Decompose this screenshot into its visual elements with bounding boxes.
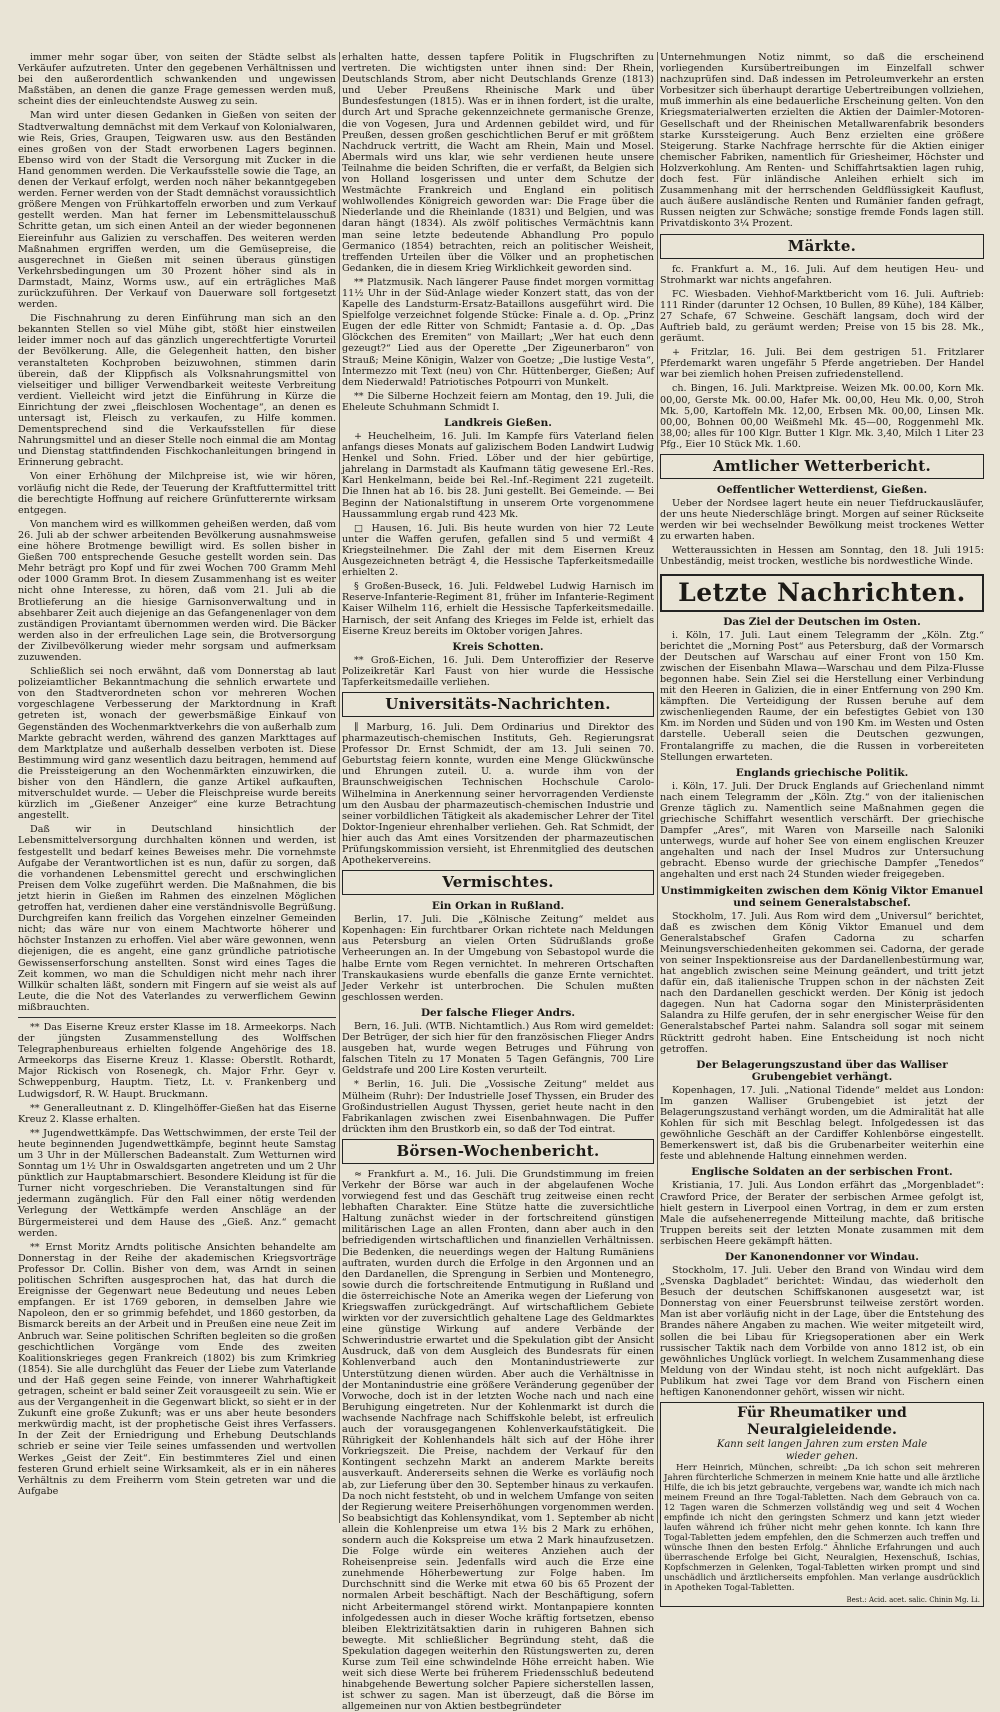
divider-rule: [18, 1017, 336, 1018]
article-paragraph: ** Platzmusik. Nach längerer Pause findet morgen vormittag 11½ Uhr in der Süd-Anlage wieder Konzert statt, das von der Kapelle des Landsturm-Ersatz-Bataillons ausgeführt wird. Die Spielfolge verzeichnet folgende Stücke: Finale a. d. Op. „Prinz Eugen der edle Ritter von Schmidt; Fantasie a. d. Op. „Das Glöckchen des Eremiten“ von Maillart; „Wer hat euch denn gezeugt?“ Lied aus der Operette „Der Zigeunerbaron“ von Strauß; Meine Königin, Walzer von Goetze; „Die lustige Vesta“, Intermezzo mit Text (neu) von Chr. Hüttenberger, Gießen; Auf dem Niederwald! Patriotisches Potpourri von Munkelt.: [342, 276, 654, 388]
article-paragraph: Bern, 16. Juli. (WTB. Nichtamtlich.) Aus Rom wird gemeldet: Der Betrüger, der sich hier für den französischen Flieger Andrs ausgeben hat, wurde wegen Betruges und Führung von falschen Titeln zu 17 Monaten 5 Tagen Gefängnis, 700 Lire Geldstrafe und 200 Lire Kosten verurteilt.: [342, 1020, 654, 1077]
article-paragraph: Daß wir in Deutschland hinsichtlich der Lebensmittelversorgung durchhalten können und werden, ist festgestellt und bedarf keines Beweises mehr. Die vornehmste Aufgabe der Verantwortlichen ist es nun, dafür zu sorgen, daß die vorhandenen Lebensmittel gerecht und erschwinglichen Preisen dem Volke zugeführt werden. Die Maßnahmen, die bis jetzt hierin in Gießen im Rahmen des einzelnen Möglichen getroffen hat, verdienen daher eine verständnisvolle Begrüßung. Durchgreifen kann freilich das Vorgehen einzelner Gemeinden nicht; das wäre nur von einem Machtworte höherer und höchster Instanzen zu erhoffen. Viel aber wäre gewonnen, wenn diejenigen, die es angeht, eine ganz gründliche patriotische Gewissenserforschung anstellten. Sonst wird eines Tages die Zeit kommen, wo man die Schuldigen nicht mehr nach ihrer Willkür schalten läßt, sondern mit Fingern auf sie weist als auf Leute, die die Not des Vaterlandes zu verwerflichem Gewinn mißbrauchten.: [18, 824, 336, 1013]
section-title: Universitäts-Nachrichten.: [385, 694, 611, 713]
ad-text: Herr Heinrich, München, schreibt: „Da ich schon seit mehreren Jahren fürchterliche Schmerzen in meinem Knie hatte und alle ärztliche Hilfe, die ich bis jetzt gebrauchte, vergebens war, wandte ich mich nach meinem Freund an Ihre Togal-Tabletten. Nach dem Gebrauch von ca. 12 Tagen waren die Schmerzen vollständig weg und seit 4 Wochen empfinde ich nicht den geringsten Schmerz und kann jetzt wieder laufen während ich früher nicht mehr gehen konnte. Ich kann Ihre Togal-Tabletten jedem empfehlen, den die Schmerzen auch treffen und wünsche Ihnen den besten Erfolg.“ Ähnliche Erfahrungen und auch überraschende Erfolge bei Gicht, Neuralgien, Hexenschuß, Ischias, Kopfschmerzen in Gelenken, Togal-Tabletten wirken prompt und sind unschädlich und ärztlicherseits empfohlen. Man verlange ausdrücklich in Apotheken Togal-Tabletten.: [664, 1463, 980, 1594]
article-paragraph: ** Die Silberne Hochzeit feiern am Montag, den 19. Juli, die Eheleute Schuhmann Schmidt I.: [342, 390, 654, 413]
article-paragraph: erhalten hatte, dessen tapfere Politik in Flugschriften zu vertreten. Die wichtigsten unter ihnen sind: Der Rhein, Deutschlands Strom, aber nicht Deutschlands Grenze (1813) und Ueber Preußens Rheinische Mark und über Bundesfestungen (1815). Was er in ihnen fordert, ist die uralte, durch Art und Sprache gekennzeichnete germanische Grenze, die von Vogesen, Jura und Ardennen gebildet wird, und für Preußen, dessen großen geschichtlichen Beruf er mit größtem Nachdruck vertritt, die Wacht am Rhein, Main und Mosel. Abermals wird uns klar, wie sehr verdienen heute unsere Teilnahme die beiden Schriften, die er verfaßt, da Belgien sich von Holland losgerissen und unter dem Schutze der Westmächte Frankreich und England ein politisch wohlwollendes Königreich geworden war: Die Frage über die Niederlande und die Rheinlande (1831) und Belgien, und was daran hängt (1834). Als zwölf politisches Vermächtnis kann man seine letzte bedeutende Abhandlung Pro populo Germanico (1854) betrachten, reich an politischer Weisheit, treffenden Urteilen über die Völker und an prophetischen Gedanken, die in diesem Krieg Wirklichkeit geworden sind.: [342, 52, 654, 274]
article-paragraph: Kristiania, 17. Juli. Aus London erfährt das „Morgenbladet“: Crawford Price, der Berater der serbischen Armee gefolgt ist, hielt gestern in Liverpool einen Vortrag, in dem er zum ersten Male die aufsehenerregende Mitteilung machte, daß britische Truppen bereits seit der letzten Monate zusammen mit dem serbischen Heere gekämpft hätten.: [660, 1180, 984, 1247]
column-left: [18, 52, 336, 1527]
article-paragraph: Von manchem wird es willkommen geheißen werden, daß vom 26. Juli ab der schwer arbeitenden Bevölkerung ausnahmsweise eine höhere Brotmenge bewilligt wird. Es sollen bisher in Gießen 700 entsprechende Gesuche gestellt worden sein. Das Mehr beträgt pro Kopf und für zwei Wochen 700 Gramm Mehl oder 1000 Gramm Brot. In diesem Zusammenhang ist es weiter nicht ohne Interesse, zu hören, daß vom 21. Juli ab die Brotlieferung an die hiesige Garnisonverwaltung und in absehbarer Zeit auch diejenige an das Gefangenenlager von dem zuständigen Proviantamt übernommen werden wird. Die Bäcker werden also in der erfreulichen Lage sein, die Brotversorgung der Zivilbevölkerung wieder mehr sorgsam und aufmerksam zuzuwenden.: [18, 518, 336, 663]
section-heading: Landkreis Gießen.: [444, 417, 552, 429]
advertisement-togal: [660, 1402, 984, 1607]
section-heading: Oeffentlicher Wetterdienst, Gießen.: [716, 484, 928, 496]
article-paragraph: ∥ Marburg, 16. Juli. Dem Ordinarius und Direktor des pharmazeutisch-chemischen Instituts, Geh. Regierungsrat Professor Dr. Ernst Schmidt, der am 13. Juli seinen 70. Geburtstag feiern konnte, wurden eine Menge Glückwünsche und Ehrungen zuteil. U. a. wurde ihm von der Braunschweigischen Technischen Hochschule Carolo-Wilhelmina in Anerkennung seiner hervorragenden Verdienste um den Ausbau der pharmazeutisch-chemischen Industrie und seiner vorbildlichen Tätigkeit als akademischer Lehrer der Titel Doktor-Ingenieur ehrenhalber verliehen. Geh. Rat Schmidt, der hier auch das Amt eines Vorsitzenden der pharmazeutischen Prüfungskommission versieht, ist Ehrenmitglied des deutschen Apothekervereins.: [342, 721, 654, 867]
article-paragraph: i. Köln, 17. Juli. Der Druck Englands auf Griechenland nimmt nach einem Telegramm der „Köln. Ztg.“ von der italienischen Grenze täglich zu. Namentlich seine Maßnahmen gegen die griechische Schiffahrt wesentlich verschärft. Der griechische Dampfer „Ares“, mit Waren von Marseille nach Saloniki unterwegs, wurde auf hoher See von einem englischen Kreuzer angehalten und nach der Insel Mudros zur Untersuchung gebracht. Ebenso wurde der griechische Dampfer „Tenedos“ angehalten und erst nach 24 Stunden wieder freigegeben.: [660, 780, 984, 881]
section-heading: Englische Soldaten an der serbischen Front.: [691, 1166, 953, 1179]
article-paragraph: FC. Wiesbaden. Viehhof-Marktbericht vom 16. Juli. Auftrieb: 111 Rinder (darunter 12 Ochsen, 10 Bullen, 89 Kühe), 184 Kälber, 27 Schafe, 67 Schweine. Geschäft langsam, doch wird der Auftrieb bald, zu geräumt werden; Preise von 15 bis 28. Mk., geräumt.: [660, 288, 984, 345]
article-paragraph: ** Jugendwettkämpfe. Das Wettschwimmen, der erste Teil der heute beginnenden Jugendwettkämpfe, beginnt heute Samstag um 3 Uhr in der Müllerschen Badeanstalt. Zum Wetturnen wird Sonntag um 1½ Uhr in Oswaldsgarten angetreten und um 2 Uhr pünktlich zur Hauptabmarschiert. Besondere Kleidung ist für die Turner nicht vorgeschrieben. Die Veranstaltungen sind für jedermann zugänglich. Für den Fall einer nötig werdenden Verlegung der Wettkämpfe werden Anschläge an der Bürgermeisterei und dem Hause des „Gieß. Anz.“ gemacht werden.: [18, 1127, 336, 1239]
section-heading: Ein Orkan in Rußland.: [431, 900, 565, 913]
section-heading: Englands griechische Politik.: [735, 766, 909, 779]
ad-title: Für Rheumatiker und Neuralgieleidende.: [737, 1405, 907, 1439]
section-title: Märkte.: [787, 236, 857, 255]
section-heading: Der Belagerungszustand über das Walliser Grubengebiet verhängt.: [696, 1058, 948, 1083]
section-box-heading: [660, 454, 984, 479]
section-box-heading: [342, 1139, 654, 1164]
article-paragraph: ≈ Frankfurt a. M., 16. Juli. Die Grundstimmung im freien Verkehr der Börse war auch in der abgelaufenen Woche vorwiegend fest und das Geschäft trug zeitweise einen recht lebhaften Charakter. Eine Stütze hatte die zuversichtliche Haltung zunächst wieder in der fortschreitend günstigen militärischen Lage an allen Fronten, dann aber auch in den befriedigenden wirtschaftlichen und finanziellen Verhältnissen. Die Bedenken, die neuerdings wegen der Haltung Rumäniens auftraten, wurden durch die Erfolge in den Argonnen und an den Dardanellen, die Sprengung in Serbien und Montenegro, sowie durch die fortschreitende Entmutigung in Rußland und die österreichische Note an Amerika wegen der Lieferung von Kriegswaffen zurückgedrängt. Auf wirtschaftlichem Gebiete wirkten vor der zuversichtlich gehaltene Lage des Geldmarktes eine günstige Wirkung auf andere Verbände der Schwerindustrie erwartet und die Spekulation gibt der Ansicht Ausdruck, daß von dem Ausgleich des Bundesrats für einen Kohlenverband auch den Montanindustriewerte zur Unterstützung dienen würden. Aber auch die Verhältnisse in der Montanindustrie eine größere Veränderung gegenüber der Vorwoche, doch ist in der letzten Woche nach und nach eine Beruhigung eingetreten. Nur der Kohlenmarkt ist durch die wachsende Nachfrage nach Schiffskohle belebt, ist erfreulich auch der vorausgegangenen Kohlenverkaufstätigkeit. Die Rührigkeit der Kohlenhandels hält sich auf der Höhe ihrer Vorkriegszeit. Die Preise, nachdem der Verkauf für den Kontingent sechzehn Markt an anderem Markte bereits ausverkauft. Andererseits sehnen die Werke es vorläufig noch ab, zur Lieferung über den 30. September hinaus zu verkaufen. Da noch nicht feststeht, ob und in welchem Umfange von seiten der Regierung weitere Preiserhöhungen vorgenommen werden. So beabsichtigt das Kohlensyndikat, vom 1. September ab nicht allein die Kohlenpreise um etwa 1½ bis 2 Mark zu erhöhen, sondern auch die Kokspreise um etwa 2 Mark hinaufzusetzen. Die Folge würde ein weiteres Anziehen auch der Roheisenpreise sein. Jedenfalls wird auch die Erze eine zunehmende Höherbewertung zur Folge haben. Im Durchschnitt sind die Werke mit etwa 60 bis 65 Prozent der normalen Arbeit beschäftigt. Nach der Beschäftigung, sofern nicht Arbeitermangel störend wirkt. Montanpapiere konnten infolgedessen auch in dieser Woche kräftig fortsetzen, ebenso bleiben Elektrizitätsaktien darin in ruhigeren Bahnen sich bewegte. Mit schließlicher Begründung steht, daß die Spekulation dagegen weiterhin den Rüstungswerten zu, deren Kurse zum Teil eine schwindelnde Höhe erreicht haben. Wie weit sich diese Werte bei früherem Friedensschluß bedeutend hinabgehende Bewertung solcher Papiere sicherstellen lassen, ist schwer zu sagen. Man ist überzeugt, daß die Börse im allgemeinen nur von Aktien bestbegründeter: [342, 1168, 654, 1712]
headline-letzte-nachrichten: Letzte Nachrichten.: [660, 574, 984, 612]
article-paragraph: immer mehr sogar über, von seiten der Städte selbst als Verkäufer aufzutreten. Unter den gegebenen Verhältnissen und bei den außerordentlich schwankenden und ungewissen Maßstäben, an denen die ganze Frage gemessen werden muß, scheint dies der einleuchtendste Ausweg zu sein.: [18, 52, 336, 108]
article-paragraph: * Berlin, 16. Juli. Die „Vossische Zeitung“ meldet aus Mülheim (Ruhr): Der Industrielle Josef Thyssen, ein Bruder des Großindustriellen August Thyssen, geriet heute nacht in den Fabrikanlagen zwischen zwei Eisenbahnwagen. Die Puffer drückten ihm den Brustkorb ein, so daß der Tod eintrat.: [342, 1079, 654, 1135]
section-heading: Das Ziel der Deutschen im Osten.: [723, 615, 921, 628]
section-heading: Der Kanonendonner vor Windau.: [725, 1250, 919, 1263]
article-paragraph: Wetteraussichten in Hessen am Sonntag, den 18. Juli 1915: Unbeständig, meist trocken, westliche bis nordwestliche Winde.: [660, 545, 984, 568]
section-title: Vermischtes.: [442, 873, 554, 892]
column-middle: [342, 52, 654, 1712]
column-right: [660, 52, 984, 1605]
article-paragraph: Unternehmungen Notiz nimmt, so daß die erscheinend vorliegenden Kursübertreibungen im Einzelfall schwer nachzuprüfen sind. Daß indessen im Petroleumverkehr an ersten Vorbesitzer sich überhaupt derartige Uebertreibungen vollziehen, muß immerhin als eine bedauerliche Erscheinung gelten. Von den Kriegsmaterialwerten erzielten die Aktien der Daimler-Motoren-Gesellschaft und der Rheinischen Metallwarenfabrik besonders starke Kurssteigerung. Auch Benz erzielten eine größere Steigerung. Starke Nachfrage herrschte für die Aktien einiger chemischer Fabriken, namentlich für Griesheimer, Höchster und Holzverkohlung. Am Renten- und Schiffahrtsaktien lagen ruhig, doch fest. Für inländische Anleihen erhielt sich im Zusammenhang mit der herrschenden Geldflüssigkeit Kauflust, auch äußere ausländische Renten und Rumänier fanden gefragt, Russen neigten zur Schwäche; sonstige fremde Fonds lagen still. Privatdiskonto 3¼ Prozent.: [660, 52, 984, 230]
article-paragraph: ** Generalleutnant z. D. Klingelhöffer-Gießen hat das Eiserne Kreuz 2. Klasse erhalten.: [18, 1102, 336, 1125]
article-paragraph: Berlin, 17. Juli. Die „Kölnische Zeitung“ meldet aus Kopenhagen: Ein furchtbarer Orkan richtete nach Meldungen aus Petersburg an vielen Orten Südrußlands große Verheerungen an. In der Umgebung von Sebastopol wurde die halbe Ernte vom Regen vernichtet. In mehreren Ortschaften Transkaukasiens wurde ebenfalls die ganze Ernte vernichtet. Jeder Verkehr ist unterbrochen. Die Schulen mußten geschlossen werden.: [342, 914, 654, 1003]
column-rule: [657, 52, 658, 1523]
article-paragraph: Kopenhagen, 17. Juli. „National Tidende“ meldet aus London: Im ganzen Walliser Grubengebiet ist jetzt der Belagerungszustand verhängt worden, um die Admiralität hat alle Kohlen für sich mit Beschlag belegt. Infolgedessen ist das gewöhnliche Geschäft an der Cardiffer Kohlenbörse eingestellt. Bemerkenswert ist, daß bis die Grubenarbeiter weiterhin eine feste und ablehnende Haltung einnehmen werden.: [660, 1084, 984, 1163]
ad-subtitle: wieder gehen.: [785, 1451, 859, 1463]
ad-subtitle: Kann seit langen Jahren zum ersten Male: [716, 1439, 928, 1451]
article-paragraph: § Großen-Buseck, 16. Juli. Feldwebel Ludwig Harnisch im Reserve-Infanterie-Regiment 81, früher im Infanterie-Regiment Kaiser Wilhelm 116, erhielt die Hessische Tapferkeitsmedaille. Harnisch, der seit Anfang des Krieges im Felde ist, erhielt das Eiserne Kreuz bereits im Oktober vorigen Jahres.: [342, 581, 654, 637]
section-box-heading: [660, 234, 984, 259]
article-paragraph: ** Das Eiserne Kreuz erster Klasse im 18. Armeekorps. Nach der jüngsten Zusammenstellung des Wolffschen Telegraphenbureaus erhielten folgende Angehörige des 18. Armeekorps das Eiserne Kreuz 1. Klasse: Oberstlt. Rothardt, Major Rickisch von Rosenegk, ch. Major Frhr. Geyr v. Schweppenburg, Hauptm. Tietz, Lt. v. Frankenberg und Ludwigsdorf, R. W. Haupt. Bruckmann.: [18, 1021, 336, 1100]
article-paragraph: + Fritzlar, 16. Juli. Bei dem gestrigen 51. Fritzlarer Pferdemarkt waren ungefähr 5 Pferde angetrieben. Der Handel war bei ziemlich hohen Preisen zufriedenstellend.: [660, 347, 984, 381]
section-heading: Der falsche Flieger Andrs.: [420, 1006, 576, 1019]
section-box-heading: [342, 870, 654, 895]
article-paragraph: Stockholm, 17. Juli. Aus Rom wird dem „Universul“ berichtet, daß es zwischen dem König Viktor Emanuel und dem Generalstabschef Grafen Cadorna zu scharfen Meinungsverschiedenheiten gekommen sei. Cadorna, der gerade von seiner Inspektionsreise aus der Dardanellenbestürmung war, hat angeblich zwischen seine Meinung geändert, und tritt jetzt dafür ein, daß italienische Truppen schon in der nächsten Zeit nach den Dardanellen geschickt werden. Der König ist jedoch dagegen. Nun hat Cadorna sogar den Ministerpräsidenten Salandra zu Hilfe gerufen, der in sehr energischer Weise für den Generalstabschef Partei nahm. Salandra soll sogar mit seinem Rücktritt gedroht haben. Eine Entscheidung ist noch nicht getroffen.: [660, 910, 984, 1055]
section-heading: Unstimmigkeiten zwischen dem König Viktor Emanuel und seinem Generalstabschef.: [660, 884, 984, 909]
article-paragraph: Von einer Erhöhung der Milchpreise ist, wie wir hören, vorläufig nicht die Rede, der Teuerung der Kraftfuttermittel tritt die berechtigte Hoffnung auf reichere Grünfutterernte wirksam entgegen.: [18, 471, 336, 516]
ad-footnote: Best.: Acid. acet. salic. Chinin Mg. Li.: [846, 1596, 980, 1605]
article-paragraph: Ueber der Nordsee lagert heute ein neuer Tiefdruckausläufer, der uns heute Niederschläge bringt. Morgen auf seiner Rückseite werden wir bei wechselnder Bewölkung meist trockenes Wetter zu erwarten haben.: [660, 498, 984, 543]
section-heading: Kreis Schotten.: [452, 640, 544, 653]
article-paragraph: □ Hausen, 16. Juli. Bis heute wurden von hier 72 Leute unter die Waffen gerufen, gefallen sind 5 und vermißt 4 Kriegsteilnehmer. Die Zahl der mit dem Eisernen Kreuz Ausgezeichneten beträgt 4, die Hessische Tapferkeitsmedaille erhielten 2.: [342, 522, 654, 579]
column-rule: [339, 52, 340, 1523]
article-paragraph: ** Ernst Moritz Arndts politische Ansichten behandelte am Donnerstag in der Reihe der akademischen Kriegsvorträge Professor Dr. Collin. Bisher von dem, was Arndt in seinen politischen Schriften ausgesprochen hat, das hat durch die Ereignisse der Gegenwart neue Bedeutung und neues Leben empfangen. Er ist 1769 geboren, in demselben Jahre wie Napoleon, den er so grimmig befehdet, und 1860 gestorben, da Bismarck bereits an der Arbeit und in Preußen eine neue Zeit im Anbruch war. Seine politischen Schriften begleiten so die großen geschichtlichen Vorgänge vom Ende des zweiten Koalitionskrieges gegen Frankreich (1802) bis zum Krimkrieg (1854). Sie alle durchglüht das Feuer der Liebe zum Vaterlande und der Haß gegen seine Feinde, von innerer Wahrhaftigkeit getragen, scheint er bald seiner Zeit vorausgeeilt zu sein. Wie er aus der Vergangenheit in die Gegenwart blickt, so sieht er in der Zukunft eine große Zukunft; was er uns aber heute besonders merkwürdig macht, ist der prophetische Geist ihres Verfassers. In der Zeit der Erniedrigung und Erhebung Deutschlands schrieb er seine vier Teile seines umfassenden und wertvollen Werkes „Geist der Zeit“. Ein bestimmteres Ziel und einen festeren Grund erhielt seine Wirksamkeit, als er in ein näheres Verhältnis zu dem Freiherrn vom Stein getreten war und die Aufgabe: [18, 1241, 336, 1497]
section-box-heading: [342, 692, 654, 717]
article-paragraph: ch. Bingen, 16. Juli. Marktpreise. Weizen Mk. 00.00, Korn Mk. 00,00, Gerste Mk. 00.00, Hafer Mk. 00,00, Heu Mk. 0,00, Stroh Mk. 5,00, Kartoffeln Mk. 12,00, Erbsen Mk. 00,00, Linsen Mk. 00,00, Bohnen 00,00 Weißmehl Mk. 45—00, Roggenmehl Mk. 38,00; alles für 100 Klgr. Butter 1 Klgr. Mk. 3,40, Milch 1 Liter 23 Pfg., Eier 10 Stück Mk. 1.60.: [660, 383, 984, 450]
article-paragraph: Schließlich sei noch erwähnt, daß vom Donnerstag ab laut polizeiamtlicher Bekanntmachung die sehnlich erwartete und von den Stadtverordneten schon vor mehreren Wochen vorgeschlagene Verbesserung der Marktordnung in Kraft getreten ist, wonach der gewerbsmäßige Einkauf von Gegenständen des Wochenmarktverkehrs die von außerhalb zum Markte gebracht werden, während des ganzen Markttages auf dem Marktplatze und außerhalb desselben verboten ist. Diese Bestimmung wird ganz wesentlich dazu beitragen, hemmend auf die Preissteigerung an den Wochenmärkten einzuwirken, die bisher von den Händlern, die ganze Artikel aufkauften, mitverschuldet wurde. — Ueber die Fleischpreise wurde bereits kürzlich im „Gießener Anzeiger“ eine kurze Betrachtung angestellt.: [18, 666, 336, 822]
article-paragraph: Man wird unter diesen Gedanken in Gießen von seiten der Stadtverwaltung demnächst mit dem Verkauf von Kolonialwaren, wie Reis, Gries, Graupen, Teigwaren usw. aus den Beständen eines großen von der Stadt erworbenen Lagers beginnen. Ebenso wird von der Stadt die Versorgung mit Zucker in die Hand genommen werden. Die Verkaufsstelle sowie die Tage, an denen der Verkauf erfolgt, werden noch näher bekanntgegeben werden. Ferner werden von der Stadt demnächst voraussichtlich größere Mengen von Frühkartoffeln erworben und zum Verkauf gestellt werden. Man hat ferner im Lebensmittelausschuß Schritte getan, um sich einen Anteil an der wieder begonnenen Eiereinfuhr aus Galizien zu verschaffen. Des weiteren werden Maßnahmen ergriffen werden, um die Gemüsepreise, die ausgerechnet in Gießen mit seinen überaus günstigen Verkehrsbedingungen um 30 Prozent höher sind als in Darmstadt, Mainz, Worms usw., auf ein erträgliches Maß zurückzuführen. Der Verkauf von Dauerware soll fortgesetzt werden.: [18, 110, 336, 311]
article-paragraph: ** Groß-Eichen, 16. Juli. Dem Unteroffizier der Reserve Polizeikretär Karl Faust von hier wurde die Hessische Tapferkeitsmedaille verliehen.: [342, 654, 654, 688]
article-paragraph: Stockholm, 17. Juli. Ueber den Brand von Windau wird dem „Svenska Dagbladet“ berichtet: Windau, das wiederholt den Besuch der deutschen Schiffskanonen ausgesetzt war, ist Donnerstag von einer Feuersbrunst teilweise zerstört worden. Man ist aber vorläufig nicht in der Lage, über die Entstehung des Brandes nähere Angaben zu machen. Wie weiter mitgeteilt wird, sollen die bei Libau für Kriegsoperationen aber ein Werk russischer Taktik nach dem Vorbilde von anno 1812 ist, ob ein gewöhnliches Unglück vorliegt. In welchem Zusammenhang diese Meldung von der Windau steht, ist noch nicht aufgeklärt. Das Publikum hat zwei Tage vor dem Brand von Fischern einen heftigen Kanonendonner gehört, wissen wir nicht.: [660, 1264, 984, 1398]
article-paragraph: i. Köln, 17. Juli. Laut einem Telegramm der „Köln. Ztg.“ berichtet die „Morning Post“ aus Petersburg, daß der Vormarsch der Deutschen auf Warschau auf einer Front von 150 Km. zwischen der Eisenbahn Mlawa—Warschau und dem Pilza-Flusse begonnen habe. Sein Ziel sei die Herstellung einer Verbindung mit den Heeren in Galizien, die in einer Entfernung von 290 Km. kämpften. Die Verteidigung der Russen beruhe auf dem zwischenliegenden Raume, der ein befestigtes Gebiet von 130 Km. im Norden und Süden und von 190 Km. im Westen und Osten darstelle. Ueberall seien die Deutschen gezwungen, Frontalangriffe zu machen, die die Russen in vorbereiteten Stellungen erwarteten.: [660, 629, 984, 763]
section-title: Amtlicher Wetterbericht.: [712, 457, 932, 475]
article-paragraph: + Heuchelheim, 16. Juli. Im Kampfe fürs Vaterland fielen anfangs dieses Monats auf galizischem Boden Landwirt Ludwig Henkel und Sohn. Fried. Löber und der hier gebürtige, jahrelang in Darmstadt als Kaufmann tätig gewesene Erl.-Res. Karl Henkelmann, beide bei Rel.-Inf.-Regiment 221 zugeteilt. Die Ihnen hat ab 16. bis 28. Juni gestellt. Bei Gemeinde. — Bei Beginn der Nationalstiftung in unserem Orte vorgenommene Haussammlung ergab rund 423 Mk.: [342, 431, 654, 520]
article-paragraph: Die Fischnahrung zu deren Einführung man sich an den bekannten Stellen so viel Mühe gibt, stößt hier einstweilen leider immer noch auf das gänzlich ungerechtfertigte Vorurteil der Bevölkerung. Alle, die Gelegenheit hatten, den bisher veranstalteten Kochproben beizuwohnen, stimmen darin überein, daß der Klippfisch als Volksnahrungsmittel von vielseitiger und billiger Verwendbarkeit weiteste Verbreitung verdient. Vielleicht wird jetzt die Einführung in Kürze die Einrichtung der zwei „fleischlosen Wochentage“, an denen es untersagt ist, Fleisch zu verkaufen, zu Hilfe kommen. Dementsprechend sind die Verkaufsstellen für diese Nahrungsmittel und an dieser Stelle noch einmal die am Montag und Dienstag stattfindenden Fischkochanleitungen bringend in Erinnerung gebracht.: [18, 313, 336, 469]
section-title: Börsen-Wochenbericht.: [396, 1141, 600, 1160]
article-paragraph: fc. Frankfurt a. M., 16. Juli. Auf dem heutigen Heu- und Strohmarkt war nichts angefahren.: [660, 263, 984, 286]
